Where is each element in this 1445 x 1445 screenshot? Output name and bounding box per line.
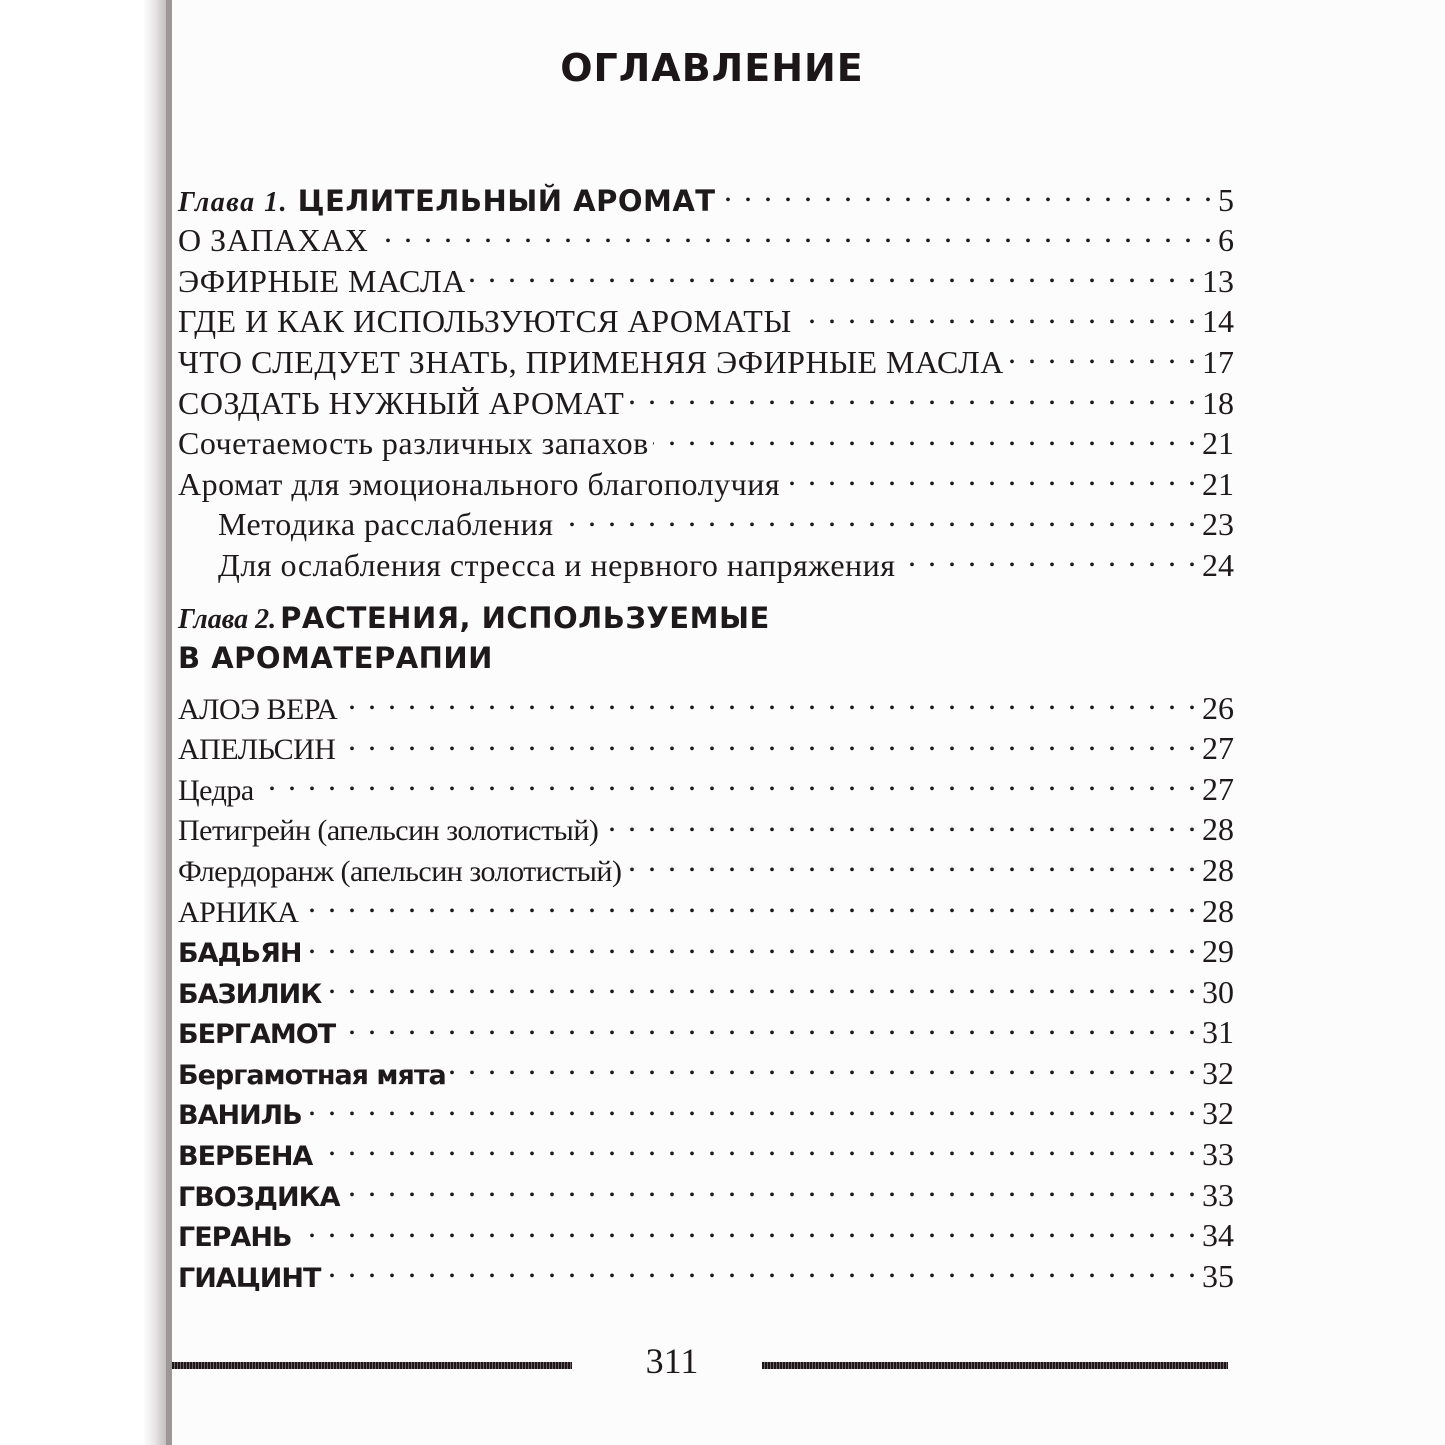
chapter-title: В АРОМАТЕРАПИИ xyxy=(178,640,493,675)
page-number: 24 xyxy=(1202,546,1234,583)
dot-leader xyxy=(602,800,1198,841)
entry-label: БАДЬЯН xyxy=(178,938,302,970)
toc-entry[interactable] xyxy=(178,1246,1234,1294)
dot-leader xyxy=(306,1084,1198,1125)
chapter-heading-continued xyxy=(178,638,1234,678)
entry-label: Флердоранж (апельсин золотистый) xyxy=(178,854,622,888)
entry-label: Цедра xyxy=(178,773,254,807)
entry-label: СОЗДАТЬ НУЖНЫЙ АРОМАТ xyxy=(178,384,625,421)
page-number: 33 xyxy=(1202,1136,1234,1173)
entry-label: ГИАЦИНТ xyxy=(178,1262,321,1294)
page-number: 17 xyxy=(1202,343,1234,380)
entry-label: Сочетаемость различных запахов xyxy=(178,425,649,462)
page-gutter-shadow xyxy=(0,0,168,1445)
dot-leader xyxy=(557,495,1198,536)
toc-entry[interactable] xyxy=(178,962,1234,1010)
entry-label: ВАНИЛЬ xyxy=(178,1100,302,1132)
entry-label: Методика расслабления xyxy=(218,506,554,543)
page-number: 6 xyxy=(1218,222,1234,259)
table-of-contents xyxy=(178,170,1234,1294)
chapter-prefix: Глава 2. xyxy=(178,603,277,635)
page-number: 21 xyxy=(1202,465,1234,502)
entry-label: ЧТО СЛЕДУЕТ ЗНАТЬ, ПРИМЕНЯЯ ЭФИРНЫЕ МАСЛА xyxy=(178,343,1004,380)
entry-label: Петигрейн (апельсин золотистый) xyxy=(178,814,599,848)
book-page xyxy=(172,0,1445,1445)
entry-label: Бергамотная мята xyxy=(178,1059,446,1091)
page-number: 30 xyxy=(1202,973,1234,1010)
page-number: 23 xyxy=(1202,506,1234,543)
page-number: 28 xyxy=(1202,851,1234,888)
page-number: 21 xyxy=(1202,425,1234,462)
page-number: 26 xyxy=(1202,689,1234,726)
page-footer xyxy=(172,1340,1232,1390)
toc-entry[interactable] xyxy=(178,1206,1234,1254)
entry-label: ВЕРБЕНА xyxy=(178,1141,313,1173)
dot-leader xyxy=(796,292,1198,333)
toc-entry[interactable] xyxy=(178,1084,1234,1132)
footer-rule-right xyxy=(762,1362,1228,1369)
dot-leader xyxy=(325,962,1198,1003)
chapter-heading xyxy=(178,598,1234,638)
toc-chapter-1[interactable] xyxy=(178,170,1234,218)
page-number: 14 xyxy=(1202,303,1234,340)
dot-leader xyxy=(784,454,1198,495)
page-number: 32 xyxy=(1202,1054,1234,1091)
page-number: 27 xyxy=(1202,730,1234,767)
page-folio: 311 xyxy=(645,1341,699,1381)
dot-leader xyxy=(470,251,1198,292)
entry-label: ГВОЗДИКА xyxy=(178,1181,340,1213)
entry-label: АПЕЛЬСИН xyxy=(178,733,336,767)
page-number: 28 xyxy=(1202,811,1234,848)
dot-leader xyxy=(296,1206,1198,1247)
toc-entry[interactable] xyxy=(178,1003,1234,1051)
page-title: ОГЛАВЛЕНИЕ xyxy=(560,46,864,90)
page-number: 28 xyxy=(1202,892,1234,929)
page-number: 5 xyxy=(1218,181,1234,218)
footer-rule-left xyxy=(172,1362,572,1369)
dot-leader xyxy=(324,1246,1198,1287)
page-number: 27 xyxy=(1202,770,1234,807)
dot-leader xyxy=(628,373,1198,414)
toc-entry[interactable] xyxy=(178,800,1234,848)
entry-label: БАЗИЛИК xyxy=(178,978,322,1010)
dot-leader xyxy=(302,881,1198,922)
chapter-prefix: Глава 1. xyxy=(178,186,289,218)
entry-label: Аромат для эмоционального благополучия xyxy=(178,465,781,502)
entry-label: ГЕРАНЬ xyxy=(178,1222,292,1254)
chapter-title: ЦЕЛИТЕЛЬНЫЙ АРОМАТ xyxy=(297,183,716,218)
dot-leader xyxy=(653,414,1198,455)
toc-entry[interactable] xyxy=(178,881,1234,929)
page-number: 31 xyxy=(1202,1014,1234,1051)
toc-entry[interactable] xyxy=(178,759,1234,807)
page-number: 32 xyxy=(1202,1095,1234,1132)
dot-leader xyxy=(316,1124,1198,1165)
dot-leader xyxy=(1008,332,1198,373)
dot-leader xyxy=(372,211,1214,252)
dot-leader xyxy=(258,759,1198,800)
page-number: 35 xyxy=(1202,1257,1234,1294)
page-number: 18 xyxy=(1202,384,1234,421)
page-number: 13 xyxy=(1202,262,1234,299)
entry-label: БЕРГАМОТ xyxy=(178,1019,336,1051)
entry-label: О ЗАПАХАХ xyxy=(178,222,369,259)
toc-entry[interactable] xyxy=(178,922,1234,970)
dot-leader xyxy=(625,840,1198,881)
dot-leader xyxy=(900,535,1198,576)
page-number: 29 xyxy=(1202,933,1234,970)
dot-leader xyxy=(339,719,1198,760)
entry-label: АЛОЭ ВЕРА xyxy=(178,692,338,726)
entry-label: АРНИКА xyxy=(178,895,299,929)
dot-leader xyxy=(720,170,1214,211)
toc-entry[interactable] xyxy=(178,1124,1234,1173)
page-number: 34 xyxy=(1202,1217,1234,1254)
entry-label: ЭФИРНЫЕ МАСЛА xyxy=(178,262,466,299)
chapter-title: РАСТЕНИЯ, ИСПОЛЬЗУЕМЫЕ xyxy=(280,600,770,635)
dot-leader xyxy=(306,922,1199,963)
toc-chapter-2[interactable] xyxy=(178,598,1234,678)
page-number: 33 xyxy=(1202,1176,1234,1213)
toc-entry[interactable] xyxy=(178,1165,1234,1213)
entry-label: Для ослабления стресса и нервного напряжения xyxy=(218,546,896,583)
toc-entry[interactable] xyxy=(178,1043,1234,1091)
dot-leader xyxy=(450,1043,1198,1084)
dot-leader xyxy=(344,1165,1198,1206)
dot-leader xyxy=(341,678,1198,719)
dot-leader xyxy=(339,1003,1198,1044)
entry-label: ГДЕ И КАК ИСПОЛЬЗУЮТСЯ АРОМАТЫ xyxy=(178,303,792,340)
toc-entry[interactable] xyxy=(178,678,1234,726)
